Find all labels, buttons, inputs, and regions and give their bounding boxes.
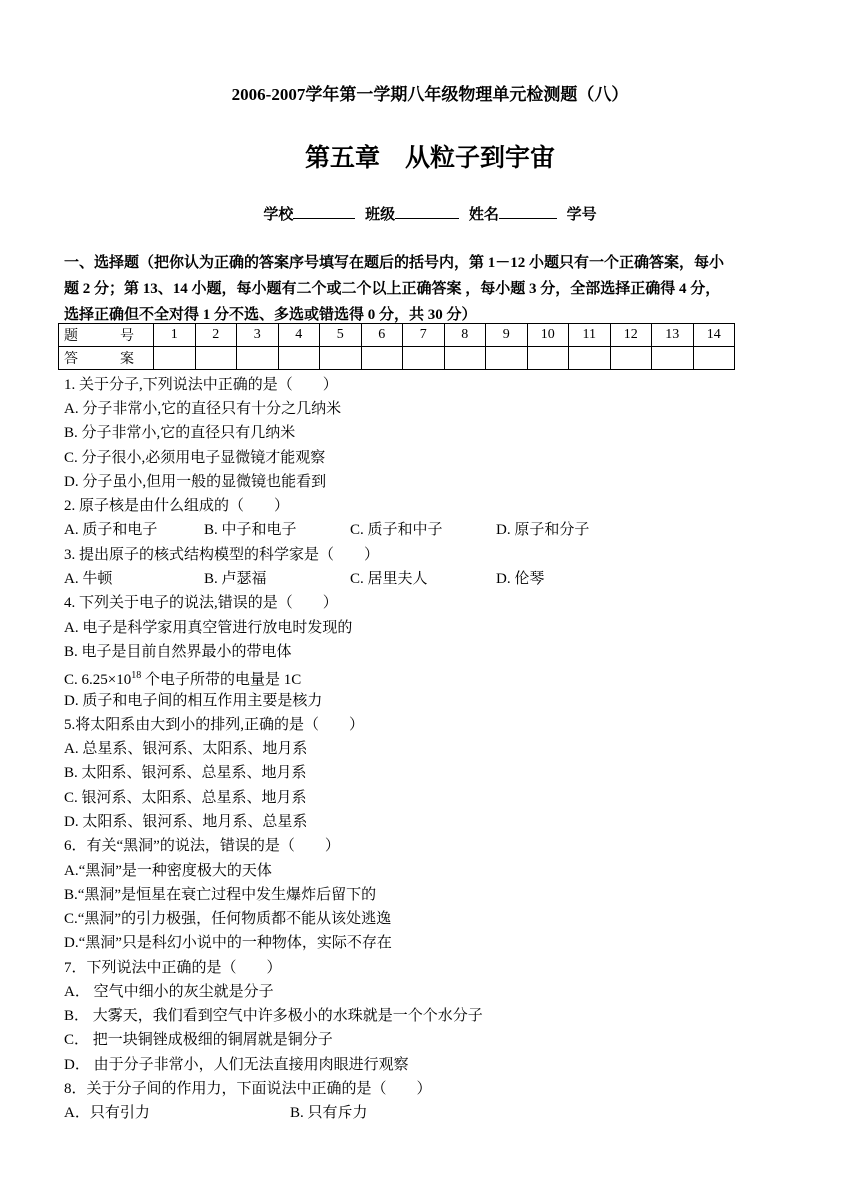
number-cell: 4: [278, 324, 320, 347]
answer-row: [59, 347, 735, 370]
row-label: 题 号: [59, 324, 154, 347]
instruction-line: 选择正确但不全对得 1 分不选、多选或错选得 0 分，共 30 分）: [64, 307, 477, 323]
question-number-row: [59, 324, 735, 347]
instruction-line: 一、选择题（把你认为正确的答案序号填写在题后的括号内，第 1－12 小题只有一个正确答案，每小: [64, 255, 725, 271]
number-cell: 5: [320, 324, 362, 347]
option-a: A. 质子和电子: [64, 522, 158, 538]
option-a: A．只有引力: [64, 1105, 150, 1121]
answer-cell[interactable]: [693, 347, 735, 370]
number-cell: 8: [444, 324, 486, 347]
exponent: 18: [131, 670, 142, 681]
question-stem: 6．有关“黑洞”的说法，错误的是（ ）: [64, 838, 340, 854]
question-stem: 4. 下列关于电子的说法,错误的是（ ）: [64, 595, 338, 611]
answer-cell[interactable]: [278, 347, 320, 370]
option-d: D. 伦琴: [496, 571, 545, 587]
answer-cell[interactable]: [154, 347, 196, 370]
option-d: D. 原子和分子: [496, 522, 590, 538]
name-label: 姓名: [468, 207, 499, 223]
section-instructions: [64, 250, 804, 328]
chapter-title: 第五章 从粒子到宇宙: [304, 145, 555, 172]
option-d: D.“黑洞”只是科幻小说中的一种物体，实际不存在: [64, 935, 392, 951]
option-b: B. 中子和电子: [204, 522, 297, 538]
answer-cell[interactable]: [403, 347, 445, 370]
option-c: C. 居里夫人: [350, 571, 428, 587]
row-label: 答 案: [59, 347, 154, 370]
number-cell: 12: [610, 324, 652, 347]
option-a: A.“黑洞”是一种密度极大的天体: [64, 863, 272, 879]
class-blank[interactable]: [395, 204, 459, 219]
option-d: D. 太阳系、银河系、地月系、总星系: [64, 814, 308, 830]
option-a: A． 空气中细小的灰尘就是分子: [64, 984, 274, 1000]
option-d: D. 质子和电子间的相互作用主要是核力: [64, 693, 323, 709]
option-b: B． 大雾天，我们看到空气中许多极小的水珠就是一个个水分子: [64, 1008, 483, 1024]
option-a: A. 分子非常小,它的直径只有十分之几纳米: [64, 401, 342, 417]
question-stem: 3. 提出原子的核式结构模型的科学家是（ ）: [64, 547, 380, 563]
answer-cell[interactable]: [320, 347, 362, 370]
option-c: C. 质子和中子: [350, 522, 443, 538]
instruction-line: 题 2 分；第 13、14 小题，每小题有二个或二个以上正确答案 ，每小题 3 分，全部选择正确得 4 分，: [64, 281, 721, 297]
number-cell: 1: [154, 324, 196, 347]
number-cell: 2: [195, 324, 237, 347]
option-b: B. 电子是目前自然界最小的带电体: [64, 644, 292, 660]
answer-cell[interactable]: [361, 347, 403, 370]
number-cell: 10: [527, 324, 569, 347]
number-cell: 7: [403, 324, 445, 347]
exam-title: 2006-2007学年第一学期八年级物理单元检测题（八）: [231, 85, 629, 104]
option-c: C. 分子很小,必须用电子显微镜才能观察: [64, 450, 326, 466]
option-a: A. 电子是科学家用真空管进行放电时发现的: [64, 620, 353, 636]
option-d: D. 分子虽小,但用一般的显微镜也能看到: [64, 474, 327, 490]
number-cell: 14: [693, 324, 735, 347]
number-cell: 6: [361, 324, 403, 347]
number-cell: 9: [486, 324, 528, 347]
option-a: A. 牛顿: [64, 571, 113, 587]
option-b: B.“黑洞”是恒星在衰亡过程中发生爆炸后留下的: [64, 887, 377, 903]
option-c: [64, 664, 301, 692]
option-c-text: C. 6.25×10: [64, 672, 132, 688]
question-stem: 1. 关于分子,下列说法中正确的是（ ）: [64, 377, 338, 393]
class-label: 班级: [365, 207, 396, 223]
answer-table: [58, 323, 735, 370]
option-b: B. 只有斥力: [290, 1105, 368, 1121]
option-a: A. 总星系、银河系、太阳系、地月系: [64, 741, 308, 757]
question-stem: 2. 原子核是由什么组成的（ ）: [64, 498, 290, 514]
number-cell: 11: [569, 324, 611, 347]
answer-cell[interactable]: [195, 347, 237, 370]
answer-cell[interactable]: [486, 347, 528, 370]
answer-cell[interactable]: [569, 347, 611, 370]
school-blank[interactable]: [293, 204, 355, 219]
number-cell: 3: [237, 324, 279, 347]
option-c: C． 把一块铜锉成极细的铜屑就是铜分子: [64, 1032, 333, 1048]
number-label: 学号: [566, 207, 597, 223]
option-c: C.“黑洞”的引力极强，任何物质都不能从该处逃逸: [64, 911, 392, 927]
question-stem: 8．关于分子间的作用力，下面说法中正确的是（ ）: [64, 1081, 432, 1097]
answer-cell[interactable]: [652, 347, 694, 370]
question-stem: 7．下列说法中正确的是（ ）: [64, 960, 282, 976]
answer-cell[interactable]: [444, 347, 486, 370]
student-info-line: [0, 203, 860, 224]
option-d: D． 由于分子非常小，人们无法直接用肉眼进行观察: [64, 1057, 409, 1073]
option-b: B. 卢瑟福: [204, 571, 267, 587]
option-c: C. 银河系、太阳系、总星系、地月系: [64, 790, 307, 806]
answer-cell[interactable]: [527, 347, 569, 370]
option-b: B. 太阳系、银河系、总星系、地月系: [64, 765, 307, 781]
option-c-text: 个电子所带的电量是 1C: [141, 672, 302, 688]
question-stem: 5.将太阳系由大到小的排列,正确的是（ ）: [64, 717, 365, 733]
answer-cell[interactable]: [237, 347, 279, 370]
number-cell: 13: [652, 324, 694, 347]
name-blank[interactable]: [499, 204, 557, 219]
answer-cell[interactable]: [610, 347, 652, 370]
school-label: 学校: [263, 207, 294, 223]
option-b: B. 分子非常小,它的直径只有几纳米: [64, 425, 296, 441]
